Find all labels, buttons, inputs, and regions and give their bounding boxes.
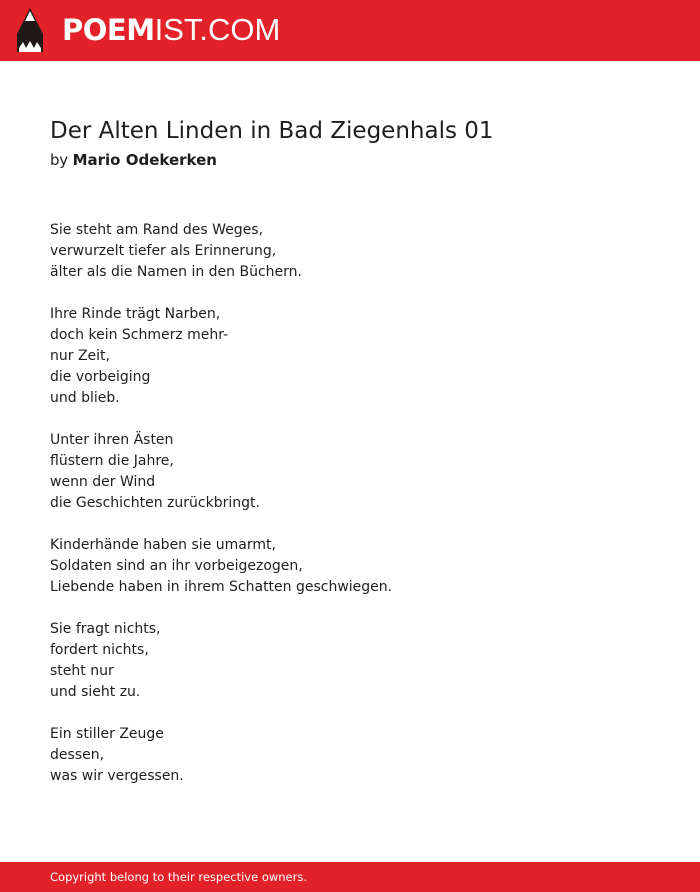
pencil-tip-icon <box>17 8 43 52</box>
poem-line: Liebende haben in ihrem Schatten geschwiegen. <box>50 579 393 595</box>
poem-line: was wir vergessen. <box>50 768 184 784</box>
poem-stanza <box>50 304 660 409</box>
poem-line: verwurzelt tiefer als Erinnerung, <box>50 243 277 259</box>
poem-line: und blieb. <box>50 390 120 406</box>
poem-line: dessen, <box>50 747 105 763</box>
poem-stanza <box>50 535 660 598</box>
poem-line: flüstern die Jahre, <box>50 453 174 469</box>
poem-line: Sie steht am Rand des Weges, <box>50 222 264 238</box>
logo-text-light: IST.COM <box>154 12 281 47</box>
poem-title: Der Alten Linden in Bad Ziegenhals 01 <box>50 118 494 144</box>
poem-stanza <box>50 619 660 703</box>
poem-line: fordert nichts, <box>50 642 149 658</box>
poem-body <box>50 220 660 787</box>
poem-line: Ihre Rinde trägt Narben, <box>50 306 221 322</box>
poem-line: wenn der Wind <box>50 474 156 490</box>
site-footer <box>0 862 700 892</box>
poem-line: steht nur <box>50 663 114 679</box>
poem-line: und sieht zu. <box>50 684 141 700</box>
site-logo-text <box>62 13 280 47</box>
poem-byline <box>50 149 660 171</box>
poem-stanza <box>50 724 660 787</box>
poem-line: Sie fragt nichts, <box>50 621 161 637</box>
poem-stanza <box>50 220 660 283</box>
poem-line: doch kein Schmerz mehr- <box>50 327 229 343</box>
poem-line: Unter ihren Ästen <box>50 432 174 448</box>
site-header <box>0 0 700 61</box>
poem-line: Ein stiller Zeuge <box>50 726 164 742</box>
poem-line: Soldaten sind an ihr vorbeigezogen, <box>50 558 303 574</box>
byline-label: by <box>50 151 68 169</box>
poem-line: die vorbeiging <box>50 369 151 385</box>
poem-line: nur Zeit, <box>50 348 110 364</box>
poem-line: Kinderhände haben sie umarmt, <box>50 537 276 553</box>
poem-content <box>50 114 660 808</box>
footer-copyright: Copyright belong to their respective owners. <box>50 870 308 884</box>
poem-author: Mario Odekerken <box>72 151 217 169</box>
poem-line: die Geschichten zurückbringt. <box>50 495 260 511</box>
poem-stanza <box>50 430 660 514</box>
poem-line: älter als die Namen in den Büchern. <box>50 264 302 280</box>
logo-text-strong: POEM <box>62 13 155 47</box>
